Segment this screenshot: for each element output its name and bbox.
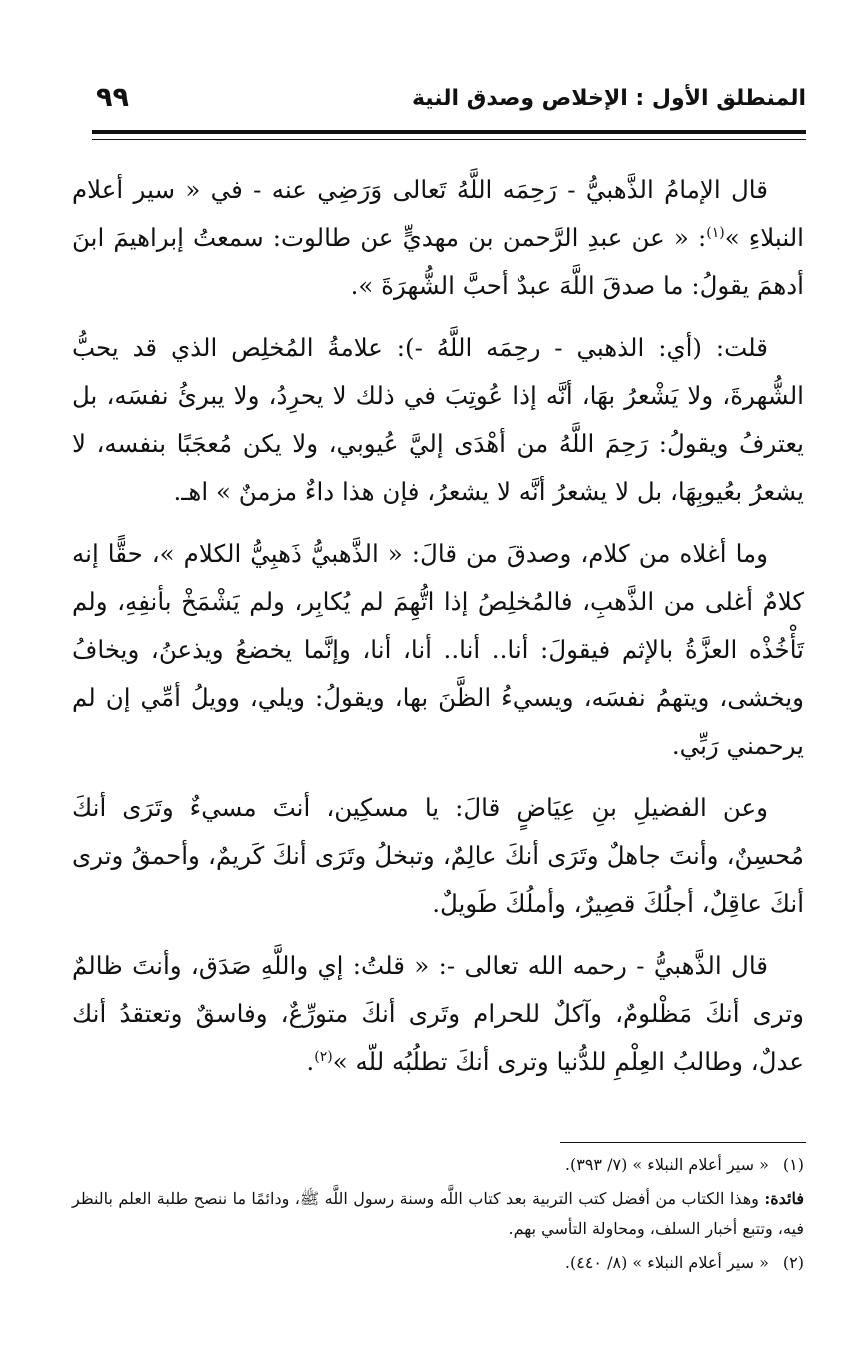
header-rule-thick [92,130,806,134]
footnote-2-number: (٢) [782,1253,804,1272]
paragraph-4: وعن الفضيلِ بنِ عِيَاضٍ قالَ: يا مسكِين، أنتَ مسيءٌ وتَرَى أنكَ مُحسِنٌ، وأنتَ جاهلٌ وتَرَى أنكَ عالِمٌ، وتبخلُ وتَرَى أنكَ كَريمٌ، وأحمقُ وترى أنكَ عاقِلٌ، أجلُكَ قصِيرٌ، وأملُكَ طَويلٌ. [72,793,804,918]
paragraph-2: قلت: (أي: الذهبي - رحِمَه اللَّهُ -): علامةُ المُخلِص الذي قد يحبُّ الشُّهرةَ، ولا يَشْعرُ بهَا، أنَّه إذا عُوتِبَ في ذلك لا يحرِدُ، ولا يبرئُ نفسَه، بل يعترفُ ويقولُ: رَحِمَ اللَّهُ من أهْدَى إليَّ عُيوبي، ولا يكن مُعجَبًا بنفسه، لا يشعرُ بعُيوبِهَا، بل لا يشعرُ أنَّه لا يشعرُ، فإن هذا داءٌ مزمنٌ » اهـ. [72,333,804,506]
paragraph-5-part-b: . [306,1047,315,1076]
paragraph-3: وما أغلاه من كلام، وصدقَ من قالَ: « الذَّهبيُّ ذَهبِيُّ الكلام »، حقًّا إنه كلامٌ أغلى من الذَّهبِ، فالمُخلِصُ إذا اتُّهِمَ لم يُكابِر، ولم يَشْمَخْ بأنفِهِ، ولم تَأْخُذْه العزَّةُ بالإثم فيقولَ: أنا.. أنا.. أنا، أنا، وإنَّما يخضعُ ويذعنُ، ويخافُ ويخشى، ويتهمُ نفسَه، ويسيءُ الظَّنَ بها، ويقولُ: ويلي، وويلُ أمِّي إن لم يرحمني رَبِّي. [72,539,804,760]
footnote-ref-2: (٢) [314,1048,333,1065]
footnote-1 [72,1150,804,1180]
paragraph-1 [72,166,804,310]
footnote-2 [72,1248,804,1278]
footnote-1-text: « سير أعلام النبلاء » (٧/ ٣٩٣). [564,1155,769,1174]
footnote-ref-1: (١) [706,224,725,241]
running-title: المنطلق الأول : الإخلاص وصدق النية [411,86,806,111]
footnote-note [72,1184,804,1244]
header-rule-thin [92,139,806,140]
footnote-1-number: (١) [782,1155,804,1174]
footnote-note-label: فائدة: [764,1189,804,1208]
paragraph-5 [72,942,804,1086]
page-header [92,82,806,122]
footnote-note-text: وهذا الكتاب من أفضل كتب التربية بعد كتاب اللَّه وسنة رسول اللَّه ﷺ، ودائمًا ما ننصح طلبة العلم بالنظر فيه، وتتبع أخبار السلف، ومحاولة التأسي بهم. [72,1189,804,1238]
footnotes [72,1150,804,1282]
footnote-2-text: « سير أعلام النبلاء » (٨/ ٤٤٠). [564,1253,769,1272]
footnote-separator [560,1142,806,1143]
main-text [72,166,804,1100]
page-number: ٩٩ [96,82,129,113]
paragraph-5-part-a: قال الذَّهبيُّ - رحمه الله تعالى -: « قلتُ: إي واللَّهِ صَدَق، وأنتَ ظالمٌ وترى أنكَ مَظْلومٌ، وآكلٌ للحرام وتَرى أنكَ متورِّعٌ، وفاسقٌ وتعتقدُ أنك عدلٌ، وطالبُ العِلْمِ للدُّنيا وترى أنكَ تطلُبُه للّه » [72,951,804,1076]
paragraph-1-part-a: قال الإمامُ الذَّهبيُّ - رَحِمَه اللَّهُ تَعالى وَرَضِي عنه - في « سير أعلام النبلاءِ » [72,175,804,252]
paragraph-1-part-b: : « عن عبدِ الرَّحمن بن مهديٍّ عن طالوت: سمعتُ إبراهيمَ ابنَ أدهمَ يقولُ: ما صدقَ اللَّهَ عبدٌ أحبَّ الشُّهرَةَ ». [72,223,804,300]
